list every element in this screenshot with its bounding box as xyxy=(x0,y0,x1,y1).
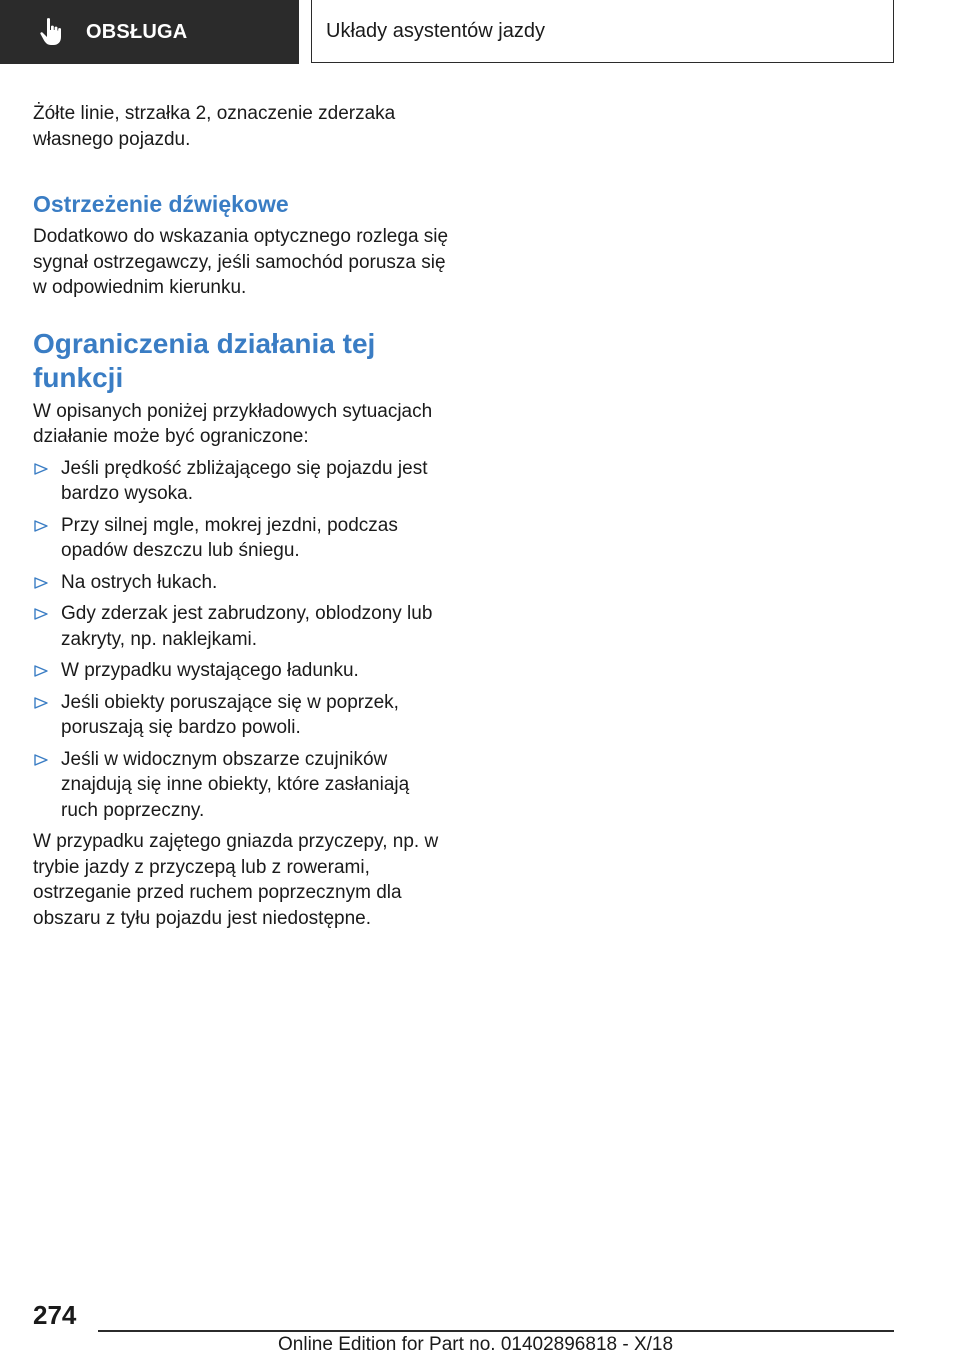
edition-footer: Online Edition for Part no. 01402896818 - X/18 xyxy=(278,1334,674,1355)
triangle-bullet-icon xyxy=(34,520,48,532)
chapter-title: Układy asystentów jazdy xyxy=(326,19,545,42)
pointing-hand-icon xyxy=(38,17,66,47)
acoustic-warning-paragraph: Dodatkowo do wskazania optycznego rozlega się sygnał ostrzegawczy, jeśli samochód porusza się w odpowiednim kierunku. xyxy=(33,226,449,298)
list-item-text: Przy silnej mgle, mokrej jezdni, podczas opadów deszczu lub śniegu. xyxy=(61,514,398,561)
triangle-bullet-icon xyxy=(34,665,48,677)
limitations-intro: W opisanych poniżej przykładowych sytuacjach działanie może być ograniczone: xyxy=(33,400,433,447)
list-item-text: Jeśli prędkość zbliżającego się pojazdu jest bardzo wysoka. xyxy=(61,457,428,504)
list-item-text: Jeśli w widocznym obszarze czujników znajdują się inne obiekty, które zasłaniają ruch poprzeczny. xyxy=(61,748,410,821)
list-item xyxy=(33,601,449,652)
triangle-bullet-icon xyxy=(34,754,48,766)
page-number: 274 xyxy=(33,1300,77,1330)
triangle-bullet-icon xyxy=(34,608,48,620)
limitations-list xyxy=(33,456,449,824)
list-item-text: W przypadku wystającego ładunku. xyxy=(61,660,359,681)
list-item xyxy=(33,456,449,507)
list-item-text: Jeśli obiekty poruszające się w poprzek, poruszają się bardzo powoli. xyxy=(61,691,399,738)
triangle-bullet-icon xyxy=(34,577,48,589)
list-item xyxy=(33,570,449,596)
subheading-acoustic-warning: Ostrzeżenie dźwiękowe xyxy=(33,191,289,217)
list-item-text: Gdy zderzak jest zabrudzony, oblodzony lub zakryty, np. naklejkami. xyxy=(61,603,433,650)
section-tab xyxy=(0,0,299,64)
page-content xyxy=(33,101,449,931)
intro-paragraph: Żółte linie, strzałka 2, oznaczenie zderzaka własnego pojazdu. xyxy=(33,103,396,150)
list-item xyxy=(33,513,449,564)
triangle-bullet-icon xyxy=(34,463,48,475)
closing-paragraph: W przypadku zajętego gniazda przyczepy, np. w trybie jazdy z przyczepą lub z rowerami, ostrzeganie przed ruchem poprzecznym dla obszaru z tyłu pojazdu jest niedostępne. xyxy=(33,831,439,929)
list-item xyxy=(33,747,449,824)
section-heading-limitations: Ograniczenia działania tej funkcji xyxy=(33,327,376,393)
chapter-header xyxy=(311,0,894,63)
list-item xyxy=(33,658,449,684)
section-tab-label: OBSŁUGA xyxy=(86,20,188,43)
list-item xyxy=(33,690,449,741)
footer-divider xyxy=(98,1330,894,1332)
list-item-text: Na ostrych łukach. xyxy=(61,571,218,593)
triangle-bullet-icon xyxy=(34,697,48,709)
